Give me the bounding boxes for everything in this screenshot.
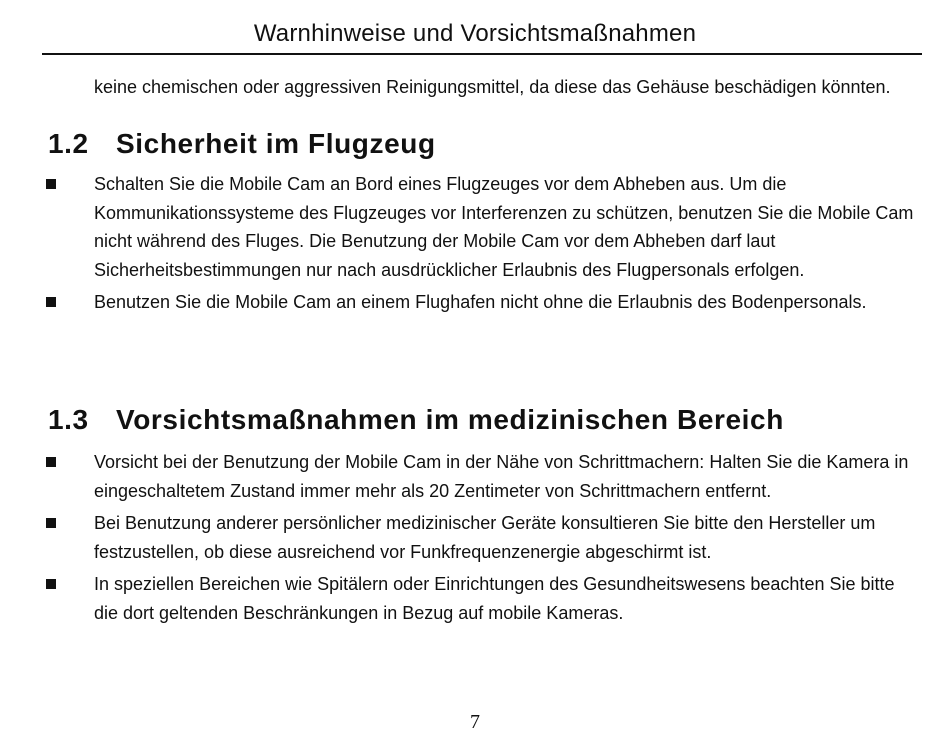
list-item-text: Benutzen Sie die Mobile Cam an einem Flughafen nicht ohne die Erlaubnis des Bodenpersonals. [94,292,867,312]
continuation-paragraph: keine chemischen oder aggressiven Reinigungsmittel, da diese das Gehäuse beschädigen könnten. [94,77,891,97]
bullet-square-icon [46,579,56,589]
section-heading-1-2 [48,128,436,160]
list-item [46,570,916,627]
list-item-text: Bei Benutzung anderer persönlicher medizinischer Geräte konsultieren Sie bitte den Hersteller um festzustellen, ob diese ausreichend vor Funkfrequenzenergie abgeschirmt ist. [94,513,876,562]
header-rule [42,53,922,55]
list-item-text: Vorsicht bei der Benutzung der Mobile Cam in der Nähe von Schrittmachern: Halten Sie die Kamera in eingeschaltetem Zustand immer mehr als 20 Zentimeter von Schrittmachern entfernt. [94,452,909,501]
bullet-square-icon [46,179,56,189]
bullet-list-1-2 [46,170,916,321]
list-item-text: In speziellen Bereichen wie Spitälern oder Einrichtungen des Gesundheitswesens beachten Sie bitte die dort geltenden Beschränkungen in Bezug auf mobile Kameras. [94,574,895,623]
bullet-square-icon [46,457,56,467]
list-item [46,448,916,505]
bullet-list-1-3 [46,448,916,631]
bullet-square-icon [46,297,56,307]
section-title: Vorsichtsmaßnahmen im medizinischen Bereich [116,404,784,435]
bullet-square-icon [46,518,56,528]
running-header: Warnhinweise und Vorsichtsmaßnahmen [253,20,697,47]
list-item [46,509,916,566]
list-item [46,170,916,284]
section-number: 1.3 [48,404,89,435]
section-title: Sicherheit im Flugzeug [116,128,436,159]
list-item [46,288,916,317]
section-heading-1-3 [48,404,784,436]
page-number: 7 [470,711,480,733]
list-item-text: Schalten Sie die Mobile Cam an Bord eines Flugzeuges vor dem Abheben aus. Um die Kommunikationssysteme des Flugzeuges vor Interferenzen zu schützen, benutzen Sie die Mobile Cam nicht während des Fluges. Die Benutzung der Mobile Cam vor dem Abheben darf laut Sicherheitsbestimmungen nur nach ausdrücklicher Erlaubnis des Flugpersonals erfolgen. [94,174,914,280]
section-number: 1.2 [48,128,89,159]
